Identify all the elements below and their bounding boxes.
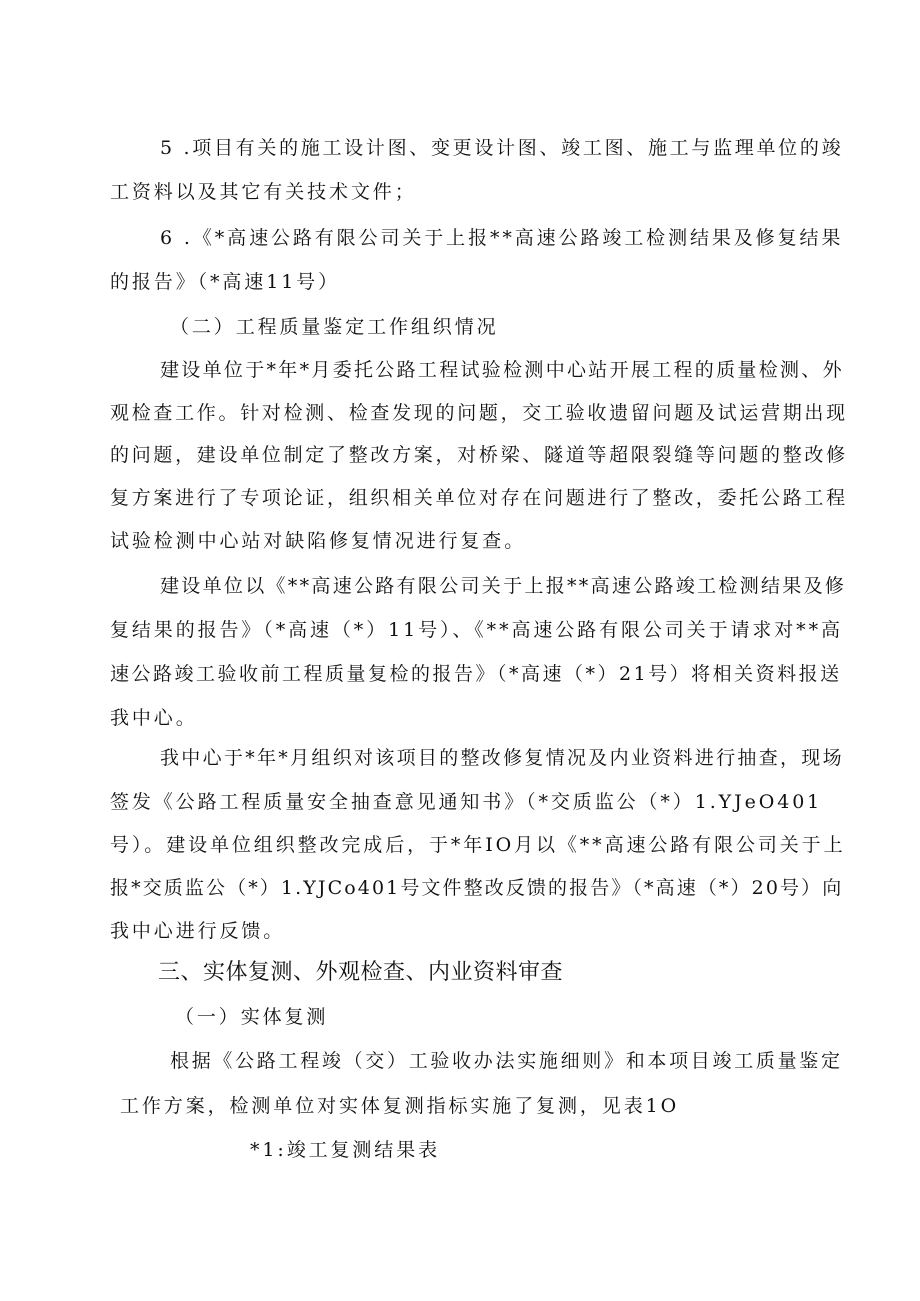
para-1-line-3: 的问题，建设单位制定了整改方案，对桥梁、隧道等超限裂缝等问题的整改修 — [110, 444, 848, 466]
para-2-line-2: 复结果的报告》（*高速（*）11号）、《**高速公路有限公司关于请求对**高 — [110, 619, 843, 641]
para-3-line-2: 签发《公路工程质量安全抽查意见通知书》（*交质监公（*）1.YJeO401 — [110, 791, 823, 813]
table-caption: *1:竣工复测结果表 — [250, 1139, 440, 1161]
section-3-heading: 三、实体复测、外观检查、内业资料审查 — [158, 960, 564, 985]
para-4-line-2: 工作方案，检测单位对实体复测指标实施了复测，见表1O — [120, 1095, 680, 1117]
item-6-line-2: 的报告》（*高速11号） — [110, 271, 340, 293]
para-1-line-1: 建设单位于*年*月委托公路工程试验检测中心站开展工程的质量检测、外 — [160, 359, 844, 381]
para-2-line-4: 我中心。 — [110, 707, 198, 729]
item-5-line-1: 5 .项目有关的施工设计图、变更设计图、竣工图、施工与监理单位的竣 — [160, 137, 844, 159]
para-2-line-3: 速公路竣工验收前工程质量复检的报告》（*高速（*）21号）将相关资料报送 — [110, 663, 842, 685]
para-3-line-5: 我中心进行反馈。 — [110, 920, 286, 942]
para-3-line-1: 我中心于*年*月组织对该项目的整改修复情况及内业资料进行抽查，现场 — [160, 747, 844, 769]
para-1-line-4: 复方案进行了专项论证，组织相关单位对存在问题进行了整改，委托公路工程 — [110, 487, 848, 509]
subsection-1-title: （一）实体复测 — [175, 1006, 329, 1028]
subsection-2-title: （二）工程质量鉴定工作组织情况 — [170, 316, 499, 338]
para-3-line-3: 号）。建设单位组织整改完成后，于*年IO月以《**高速公路有限公司关于上 — [110, 834, 846, 856]
para-3-line-4: 报*交质监公（*）1.YJCo401号文件整改反馈的报告》（*高速（*）20号）向 — [110, 877, 844, 899]
para-4-line-1: 根据《公路工程竣（交）工验收办法实施细则》和本项目竣工质量鉴定 — [170, 1050, 843, 1072]
item-6-line-1: 6 .《*高速公路有限公司关于上报**高速公路竣工检测结果及修复结果 — [160, 227, 844, 249]
para-2-line-1: 建设单位以《**高速公路有限公司关于上报**高速公路竣工检测结果及修 — [160, 575, 847, 597]
para-1-line-2: 观检查工作。针对检测、检查发现的问题，交工验收遗留问题及试运营期出现 — [110, 402, 848, 424]
item-5-line-2: 工资料以及其它有关技术文件； — [110, 181, 417, 203]
para-1-line-5: 试验检测中心站对缺陷修复情况进行复查。 — [110, 530, 527, 552]
